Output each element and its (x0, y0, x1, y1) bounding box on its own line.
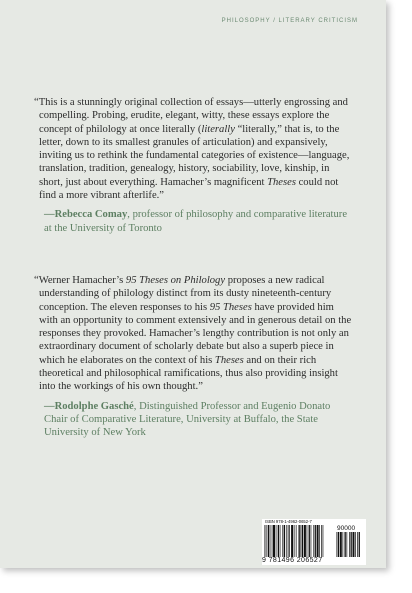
barcode-bar (304, 525, 306, 557)
barcode-bar (309, 525, 310, 557)
attribution-name: —Rebecca Comay (44, 209, 128, 221)
quote-segment: “literally,” that is, to the letter, down to its smallest granules of articulation) and expansively, inviting us to rethink the fundamental categories of existence—language, translation, tradition, genealogy, history, sociability, love, kinship, in short, just about everything. Hamacher’s magnificent (39, 123, 350, 188)
blurb-comay (34, 96, 352, 235)
barcode-bar (353, 532, 355, 557)
barcode-bar (266, 525, 267, 557)
barcode-bar (270, 525, 271, 557)
attribution-name: —Rodolphe Gasché (44, 400, 134, 412)
barcode-bar (299, 525, 300, 557)
barcode-bar (317, 525, 319, 557)
barcode-bar (349, 532, 350, 557)
attribution-title: , professor of philosophy and comparative literature at the University of Toronto (44, 209, 348, 234)
attribution (34, 208, 352, 235)
barcode-bar (282, 525, 283, 557)
barcode-bar (313, 525, 314, 557)
barcode-bar (294, 525, 295, 557)
quote-segment: “This is a stunningly original collection of essays—utterly engrossing and compelling. Probing, erudite, elegant, witty, these essays explore the concept of philology at once literally ( (34, 97, 348, 135)
barcode-bar (302, 525, 303, 557)
barcode-bar (272, 525, 273, 557)
barcode-bar (291, 525, 293, 557)
barcode-bar (340, 532, 342, 557)
barcode-bar (357, 532, 358, 557)
barcode-bar (343, 532, 344, 557)
barcode-bar (338, 532, 339, 557)
barcode-bar (288, 525, 289, 557)
barcode-bar (347, 532, 348, 557)
barcode-bar (280, 525, 281, 557)
quote-segment: proposes a new radical understanding of philology distinct from its dusty nineteenth-century conception. The eleven responses to his (39, 275, 332, 313)
quote-segment: and on their rich theoretical and philosophical ramifications, thus also providing insight into the workings of his own thought.” (39, 354, 338, 393)
quote-emphasis: 95 Theses (209, 301, 252, 313)
quote-emphasis: Theses (214, 354, 244, 366)
quote-segment: “Werner Hamacher’s (34, 275, 126, 286)
barcode-bar (337, 532, 338, 557)
quote-emphasis: 95 Theses on Philology (125, 275, 226, 286)
price-code: 90000 (337, 525, 356, 532)
quote-emphasis: literally (201, 123, 235, 135)
barcode-bar (351, 532, 352, 557)
barcode-bar (276, 525, 277, 557)
barcode-bar (345, 532, 346, 557)
barcode-bar (311, 525, 312, 557)
barcode-bar (319, 525, 320, 557)
barcode-bar (323, 525, 324, 557)
barcode-bar (265, 525, 266, 557)
barcode-bar (315, 525, 316, 557)
barcode-bars (264, 525, 332, 557)
isbn-label: ISBN 978-1-4962-0652-7 (265, 519, 312, 524)
quote-text (34, 96, 352, 202)
barcode-bar (268, 525, 269, 557)
category-label: PHILOSOPHY / LITERARY CRITICISM (221, 18, 358, 24)
barcode-bar (321, 525, 322, 557)
quote-text (34, 274, 352, 394)
quote-segment: have provided him with an opportunity to comment extensively and in generous detail on the responses they provoked. Hamacher’s lengthy contribution is not only an extraordinary document of scholarly debate but also a superb piece in which he elaborates on the context of his (39, 301, 352, 366)
barcode-bar (359, 532, 360, 557)
barcode-bar (284, 525, 285, 557)
quote-emphasis: Theses (267, 176, 296, 188)
barcode-bar (355, 532, 356, 557)
attribution (34, 400, 352, 440)
quote-segment: could not find a more vibrant afterlife.” (39, 176, 339, 202)
blurb-gasche (34, 274, 352, 440)
attribution-title: , Distinguished Professor and Eugenio Donato Chair of Comparative Literature, University at Buffalo, the State University of New York (44, 400, 331, 439)
barcode-bar (273, 525, 275, 557)
barcode-bar (301, 525, 302, 557)
barcode-addon-bars (336, 532, 364, 557)
barcode-bar (307, 525, 308, 557)
barcode-bar (289, 525, 290, 557)
barcode-bar (278, 525, 279, 557)
isbn-digits: 9 781496 206527 (262, 557, 323, 564)
barcode-bar (286, 525, 287, 557)
barcode-bar (296, 525, 297, 557)
barcode (262, 519, 366, 565)
